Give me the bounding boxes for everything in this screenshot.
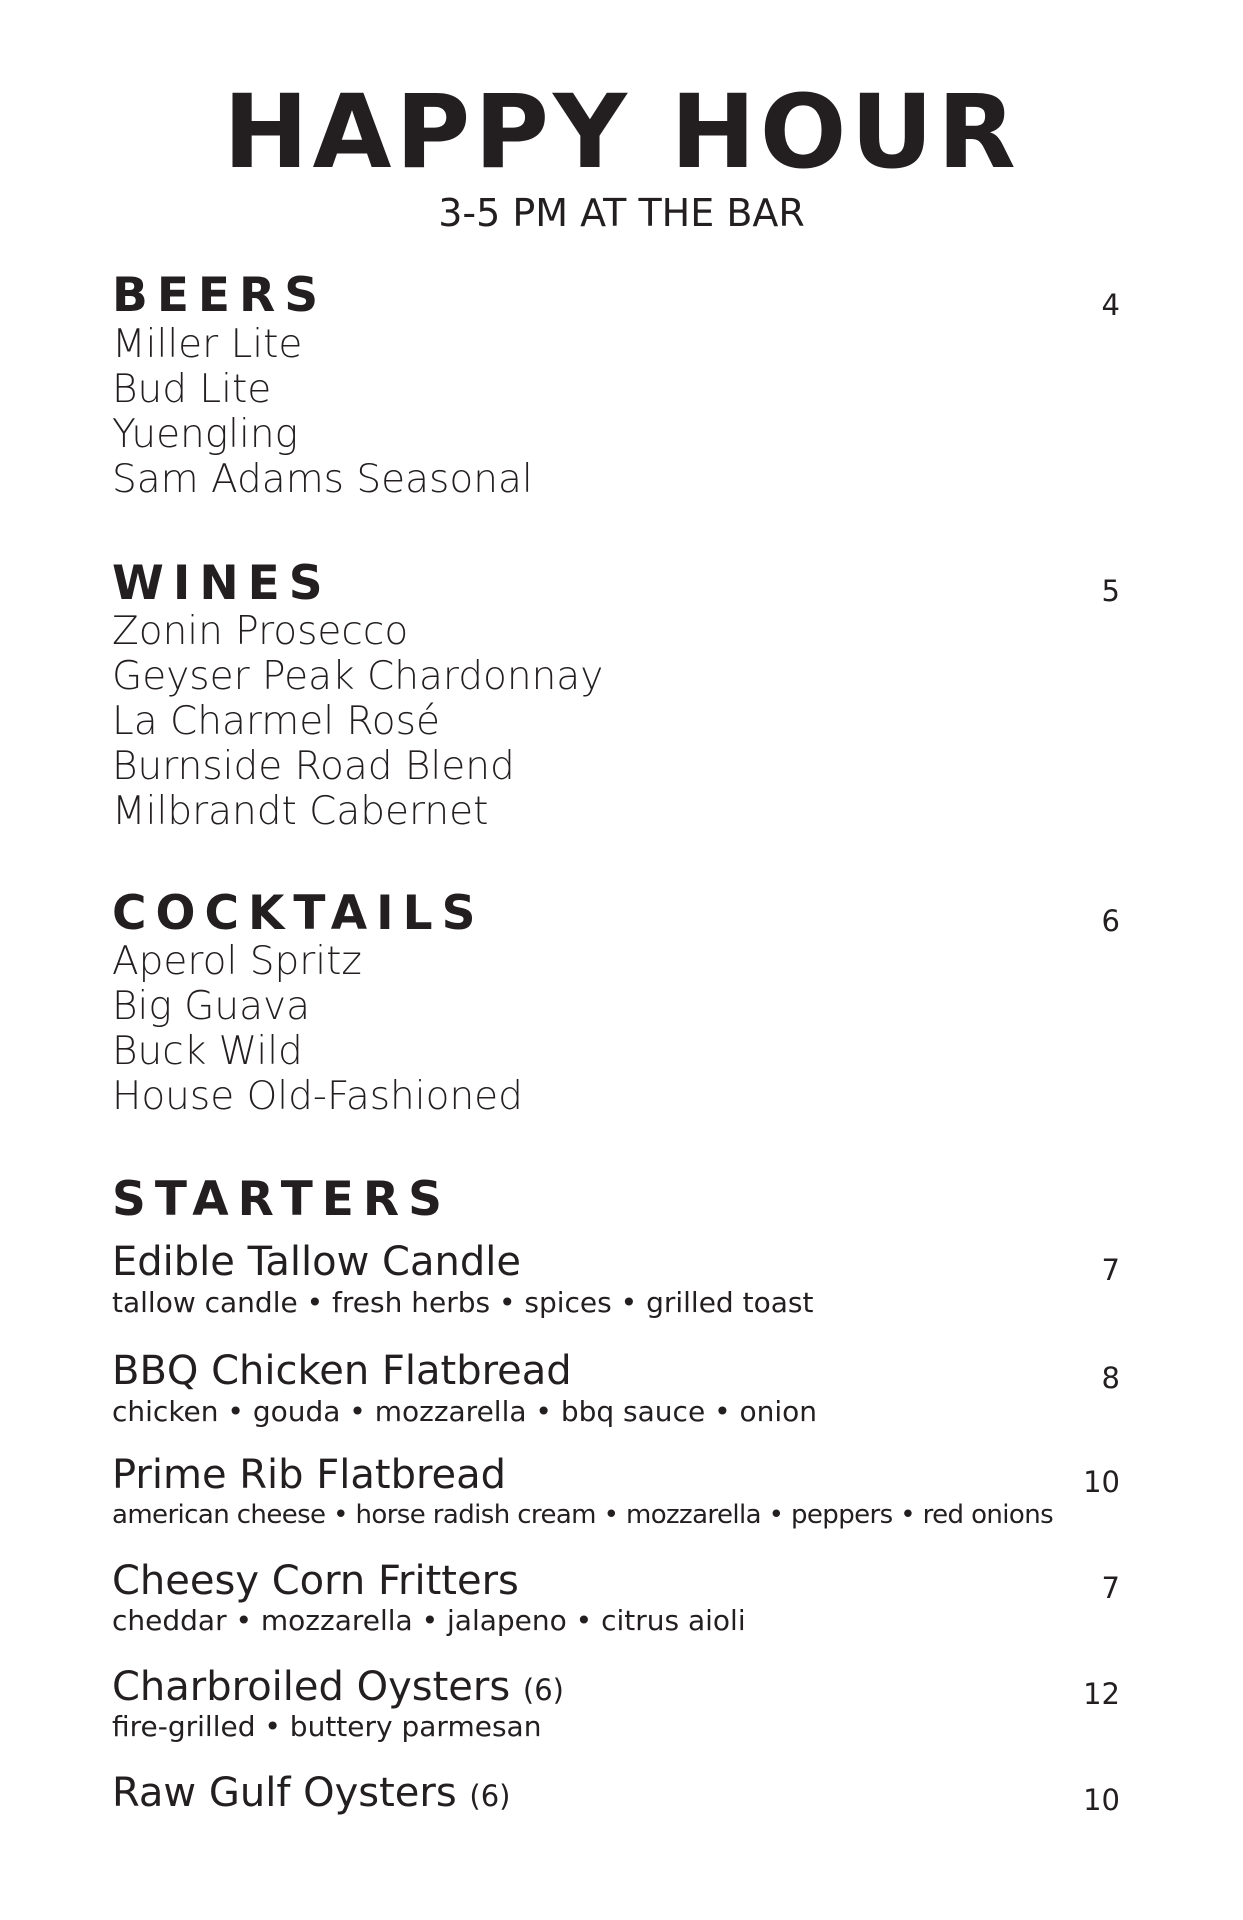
starter-description: tallow candle • fresh herbs • spices • grilled toast bbox=[112, 1286, 814, 1319]
section-title-starters: STARTERS bbox=[112, 1172, 451, 1227]
starter-name: Cheesy Corn Fritters bbox=[112, 1558, 519, 1604]
starter-name: BBQ Chicken Flatbread bbox=[112, 1348, 572, 1394]
starter-description: american cheese • horse radish cream • mozzarella • peppers • red onions bbox=[112, 1500, 1054, 1530]
starter-price: 7 bbox=[1101, 1571, 1120, 1605]
starter-price: 7 bbox=[1101, 1253, 1120, 1287]
wine-item: Burnside Road Blend bbox=[112, 744, 515, 789]
section-price-cocktails: 6 bbox=[1101, 904, 1120, 938]
beer-item: Bud Lite bbox=[112, 367, 272, 412]
section-price-wines: 5 bbox=[1101, 574, 1120, 608]
starter-price: 10 bbox=[1083, 1465, 1120, 1499]
menu-title: HAPPY HOUR bbox=[223, 73, 1020, 192]
section-title-cocktails: COCKTAILS bbox=[112, 886, 485, 941]
section-title-wines: WINES bbox=[112, 556, 332, 611]
cocktail-item: Aperol Spritz bbox=[112, 939, 362, 984]
wine-item: Geyser Peak Chardonnay bbox=[112, 654, 604, 699]
starter-price: 8 bbox=[1101, 1361, 1120, 1395]
cocktail-item: Big Guava bbox=[112, 984, 310, 1029]
cocktail-item: House Old-Fashioned bbox=[112, 1074, 523, 1119]
starter-price: 10 bbox=[1083, 1783, 1120, 1817]
starter-name: Edible Tallow Candle bbox=[112, 1239, 521, 1285]
section-title-beers: BEERS bbox=[112, 268, 328, 323]
wine-item: La Charmel Rosé bbox=[112, 699, 440, 744]
beer-item: Miller Lite bbox=[112, 322, 303, 367]
cocktail-item: Buck Wild bbox=[112, 1029, 303, 1074]
starter-name: Prime Rib Flatbread bbox=[112, 1452, 507, 1498]
beer-item: Yuengling bbox=[112, 412, 298, 457]
starter-name: Raw Gulf Oysters (6) bbox=[112, 1770, 511, 1816]
starter-description: chicken • gouda • mozzarella • bbq sauce • onion bbox=[112, 1395, 818, 1428]
wine-item: Zonin Prosecco bbox=[112, 609, 409, 654]
wine-item: Milbrandt Cabernet bbox=[112, 789, 489, 834]
starter-name: Charbroiled Oysters (6) bbox=[112, 1664, 564, 1710]
starter-description: fire-grilled • buttery parmesan bbox=[112, 1710, 542, 1743]
starter-description: cheddar • mozzarella • jalapeno • citrus aioli bbox=[112, 1604, 746, 1637]
beer-item: Sam Adams Seasonal bbox=[112, 457, 533, 502]
menu-subtitle: 3-5 PM AT THE BAR bbox=[438, 191, 805, 235]
starter-price: 12 bbox=[1083, 1677, 1120, 1711]
section-price-beers: 4 bbox=[1101, 288, 1120, 322]
